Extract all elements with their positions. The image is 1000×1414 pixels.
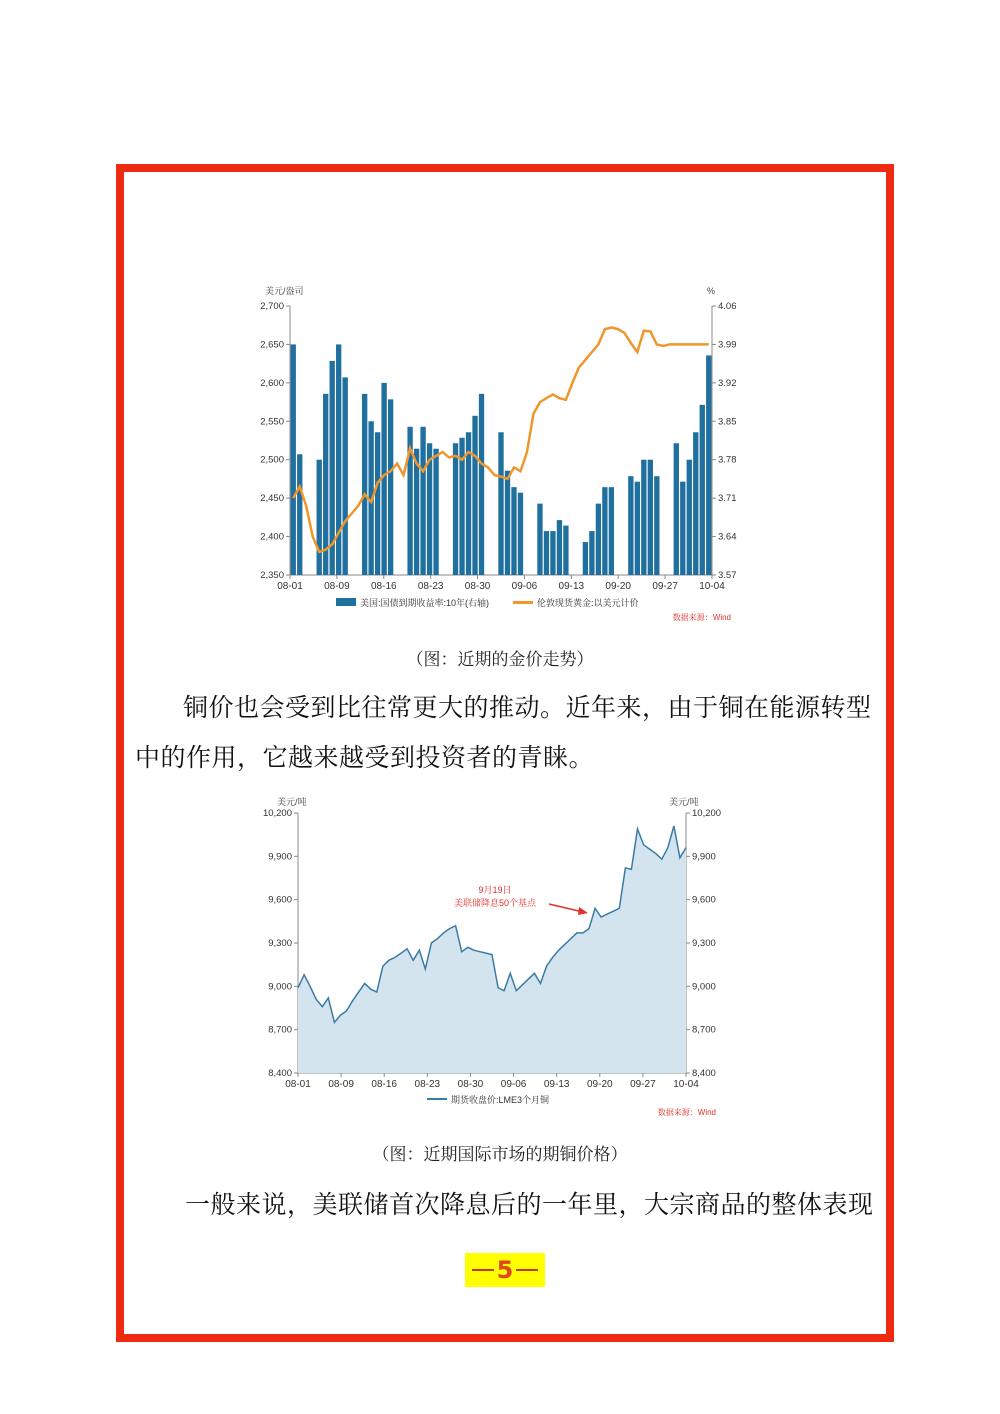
gold-yield-bar xyxy=(498,432,503,575)
gold-yield-bar xyxy=(628,476,633,575)
gold-left-tick-label: 2,700 xyxy=(260,301,284,312)
copper-right-tick-label: 9,600 xyxy=(692,894,716,906)
gold-right-tick-label: 3.78 xyxy=(718,454,737,466)
gold-legend-line-label: 伦敦现货黄金:以美元计价 xyxy=(537,598,639,608)
gold-source: 数据来源：Wind xyxy=(672,613,731,622)
page-number: 5 xyxy=(496,1256,514,1284)
copper-left-tick-label: 9,900 xyxy=(268,851,292,863)
copper-right-tick-label: 8,700 xyxy=(692,1024,716,1036)
gold-price-chart xyxy=(245,280,745,625)
copper-right-tick-label: 8,400 xyxy=(692,1068,716,1079)
gold-legend-bar-label: 美国:国债到期收益率:10年(右轴) xyxy=(360,598,490,608)
gold-chart-bars xyxy=(291,344,712,575)
copper-x-tick-label: 08-09 xyxy=(328,1079,354,1090)
fed-cut-annotation-date: 9月19日 xyxy=(478,885,512,895)
copper-price-area xyxy=(298,826,686,1073)
gold-chart-caption: （图：近期的金价走势） xyxy=(406,650,594,670)
page-number-dash-right xyxy=(516,1269,538,1271)
gold-yield-bar xyxy=(544,531,549,575)
gold-x-tick-label: 08-30 xyxy=(464,581,491,592)
gold-yield-bar xyxy=(635,482,640,575)
gold-left-tick-label: 2,450 xyxy=(260,493,284,505)
fed-cut-arrow-head xyxy=(578,907,588,915)
copper-x-tick-label: 10-04 xyxy=(673,1079,699,1090)
copper-chart-caption: （图：近期国际市场的期铜价格） xyxy=(372,1145,628,1165)
gold-yield-bar xyxy=(317,460,322,575)
gold-right-tick-label: 3.71 xyxy=(718,493,737,505)
gold-left-tick-label: 2,500 xyxy=(260,454,284,466)
gold-yield-bar xyxy=(375,432,380,575)
gold-yield-bar xyxy=(654,476,659,575)
gold-left-tick-label: 2,600 xyxy=(260,377,284,389)
copper-left-unit: 美元/吨 xyxy=(277,797,307,807)
copper-left-tick-label: 9,300 xyxy=(268,938,292,949)
copper-right-tick-label: 9,900 xyxy=(692,851,716,863)
gold-left-tick-label: 2,350 xyxy=(260,570,284,581)
gold-yield-bar xyxy=(433,449,438,575)
copper-x-tick-label: 09-27 xyxy=(630,1079,656,1090)
copper-left-tick-label: 9,600 xyxy=(268,894,292,906)
copper-left-tick-label: 9,000 xyxy=(268,981,292,993)
gold-yield-bar xyxy=(583,542,588,575)
gold-yield-bar xyxy=(505,471,510,575)
gold-left-tick-label: 2,650 xyxy=(260,339,284,351)
gold-left-unit: 美元/盎司 xyxy=(265,286,304,296)
gold-x-tick-label: 10-04 xyxy=(699,581,725,592)
copper-right-tick-label: 9,300 xyxy=(692,938,716,949)
gold-yield-bar xyxy=(693,432,698,575)
paragraph-1-line-1: 铜价也会受到比往常更大的推动。近年来，由于铜在能源转型 xyxy=(183,693,872,722)
gold-yield-bar xyxy=(479,394,484,575)
gold-yield-bar xyxy=(453,443,458,575)
gold-yield-bar xyxy=(420,427,425,575)
copper-x-tick-label: 09-13 xyxy=(543,1079,570,1090)
gold-left-tick-label: 2,550 xyxy=(260,416,284,428)
copper-source: 数据来源：Wind xyxy=(657,1108,716,1117)
gold-yield-bar xyxy=(687,460,692,575)
gold-yield-bar xyxy=(336,344,341,575)
gold-yield-bar xyxy=(648,460,653,575)
copper-right-unit: 美元/吨 xyxy=(669,797,699,807)
gold-right-tick-label: 3.99 xyxy=(718,339,737,351)
gold-yield-bar xyxy=(388,399,393,575)
gold-yield-bar xyxy=(706,355,711,575)
copper-price-chart xyxy=(255,793,735,1123)
fed-cut-annotation-text: 美联储降息50个基点 xyxy=(453,898,537,908)
page-number-label xyxy=(465,1253,545,1287)
gold-x-tick-label: 08-23 xyxy=(417,581,444,592)
copper-x-tick-label: 09-06 xyxy=(500,1079,527,1090)
gold-right-tick-label: 3.85 xyxy=(718,416,737,428)
gold-yield-bar xyxy=(700,405,705,575)
gold-x-tick-label: 08-16 xyxy=(370,581,397,592)
gold-right-unit: % xyxy=(707,286,716,296)
gold-right-tick-label: 4.06 xyxy=(718,301,737,312)
gold-legend-line-swatch xyxy=(513,601,533,604)
gold-yield-bar xyxy=(596,504,601,575)
gold-yield-bar xyxy=(563,526,568,575)
gold-x-tick-label: 09-13 xyxy=(558,581,585,592)
gold-right-tick-label: 3.64 xyxy=(718,531,737,543)
gold-yield-bar xyxy=(674,443,679,575)
fed-cut-annotation-arrow xyxy=(549,904,583,912)
gold-yield-bar xyxy=(511,487,516,575)
copper-left-tick-label: 10,200 xyxy=(262,808,292,819)
page-number-dash-left xyxy=(472,1269,494,1271)
gold-yield-bar xyxy=(291,344,296,575)
gold-yield-bar xyxy=(537,504,542,575)
gold-yield-bar xyxy=(297,454,302,575)
gold-x-tick-label: 09-20 xyxy=(605,581,632,592)
copper-x-tick-label: 08-23 xyxy=(414,1079,441,1090)
gold-x-tick-label: 08-01 xyxy=(277,581,303,592)
gold-left-tick-label: 2,400 xyxy=(260,531,284,543)
gold-yield-bar xyxy=(343,377,348,575)
copper-legend-label: 期货收盘价:LME3个月铜 xyxy=(451,1095,550,1105)
copper-right-tick-label: 10,200 xyxy=(692,808,722,819)
copper-left-tick-label: 8,700 xyxy=(268,1024,292,1036)
gold-yield-bar xyxy=(609,487,614,575)
gold-yield-bar xyxy=(602,487,607,575)
gold-x-tick-label: 08-09 xyxy=(324,581,350,592)
gold-yield-bar xyxy=(362,394,367,575)
gold-yield-bar xyxy=(680,482,685,575)
gold-x-tick-label: 09-27 xyxy=(652,581,678,592)
gold-yield-bar xyxy=(472,416,477,575)
gold-yield-bar xyxy=(550,531,555,575)
gold-right-tick-label: 3.92 xyxy=(718,377,737,389)
gold-yield-bar xyxy=(641,460,646,575)
copper-x-tick-label: 08-01 xyxy=(285,1079,311,1090)
paragraph-2-line-1: 一般来说，美联储首次降息后的一年里，大宗商品的整体表现 xyxy=(185,1190,874,1219)
gold-right-tick-label: 3.57 xyxy=(718,570,737,581)
gold-yield-bar xyxy=(589,531,594,575)
gold-yield-bar xyxy=(557,520,562,575)
paragraph-1-line-2: 中的作用，它越来越受到投资者的青睐。 xyxy=(135,743,595,772)
copper-left-tick-label: 8,400 xyxy=(268,1068,292,1079)
copper-x-tick-label: 08-30 xyxy=(457,1079,484,1090)
copper-right-tick-label: 9,000 xyxy=(692,981,716,993)
gold-legend-bar-swatch xyxy=(336,598,356,606)
copper-x-tick-label: 08-16 xyxy=(371,1079,398,1090)
gold-x-tick-label: 09-06 xyxy=(511,581,538,592)
gold-yield-bar xyxy=(518,493,523,575)
copper-x-tick-label: 09-20 xyxy=(586,1079,613,1090)
